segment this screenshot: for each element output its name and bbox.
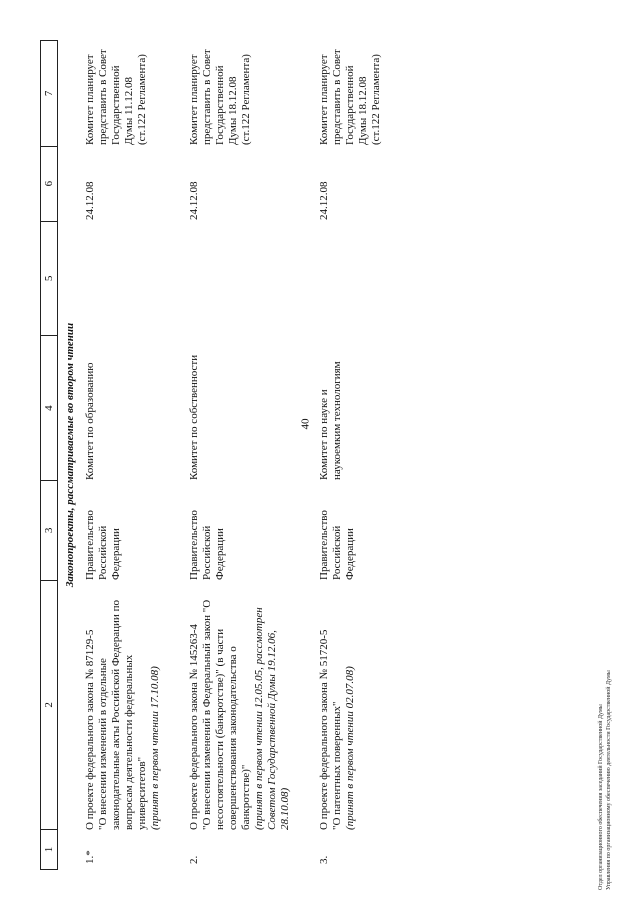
column-header-4: 4: [41, 335, 57, 480]
row-number: 3.: [318, 855, 330, 864]
column-header-6: 6: [41, 146, 57, 221]
column-header-row: [40, 40, 58, 870]
section-title: Законопроекты, рассматриваемые во втором чтении: [64, 322, 76, 588]
page-number: 40: [299, 418, 312, 430]
bill-name: "О внесении изменений в Федеральный закон "О несостоятельности (банкротстве)" (в части совершенствования законодательства о банкротстве)": [201, 599, 252, 830]
agenda-table: [40, 40, 560, 870]
column-5-cell: [84, 220, 162, 335]
column-5-cell: [318, 220, 383, 335]
date: 24.12.08: [318, 181, 330, 220]
row-number: 1.*: [84, 850, 96, 864]
bill-author: Правительство Российской Федерации: [188, 510, 226, 580]
bill-description: [318, 580, 383, 830]
bill-title: О проекте федерального закона № 87129-5: [84, 629, 96, 830]
bill-author: Правительство Российской Федерации: [318, 510, 356, 580]
remark: Комитет планирует представить в Совет Государственной Думы 18.12.08 (ст.122 Регламента): [188, 49, 252, 145]
bill-description: [188, 580, 292, 830]
bill-title: О проекте федерального закона № 145263-4: [188, 624, 200, 830]
bill-note: (принят в первом чтении 17.10.08): [149, 666, 161, 830]
bill-author: Правительство Российской Федерации: [84, 510, 122, 580]
footer: [597, 470, 613, 890]
remark: Комитет планирует представить в Совет Государственной Думы 18.12.08 (ст.122 Регламента): [318, 49, 382, 145]
column-header-2: 2: [41, 580, 57, 829]
committee: Комитет по образованию: [84, 362, 96, 480]
remark: Комитет планирует представить в Совет Государственной Думы 11.12.08 (ст.122 Регламента): [84, 49, 148, 145]
column-header-5: 5: [41, 221, 57, 336]
bill-name: "О патентных поверенных": [331, 701, 343, 830]
bill-note: (принят в первом чтении 02.07.08): [344, 666, 356, 830]
committee: Комитет по науке и наукоемким технологиям: [318, 361, 343, 480]
footer-line-2: Управления по организационному обеспечению деятельности Государственной Думы: [606, 670, 612, 890]
date: 24.12.08: [188, 181, 200, 220]
table-row: [188, 40, 292, 870]
bill-description: [84, 580, 162, 830]
table-row: [318, 40, 383, 870]
row-number: 2.: [188, 855, 200, 864]
footer-line-1: Отдел организационного обеспечения заседаний Государственной Думы: [598, 704, 604, 890]
column-header-1: 1: [41, 829, 57, 869]
bill-name: "О внесении изменений в отдельные законодательные акты Российской Федерации по вопросам деятельности федеральных университетов": [97, 600, 148, 830]
committee: Комитет по собственности: [188, 354, 200, 480]
column-header-3: 3: [41, 480, 57, 580]
column-5-cell: [188, 220, 292, 335]
date: 24.12.08: [84, 181, 96, 220]
column-header-7: 7: [43, 90, 55, 97]
bill-note: (принят в первом чтении 12.05.05, рассмотрен Советом Государственной Думы 19.12.06, 28.10.08): [253, 607, 291, 830]
bill-title: О проекте федерального закона № 51720-5: [318, 629, 330, 830]
table-row: [84, 40, 162, 870]
